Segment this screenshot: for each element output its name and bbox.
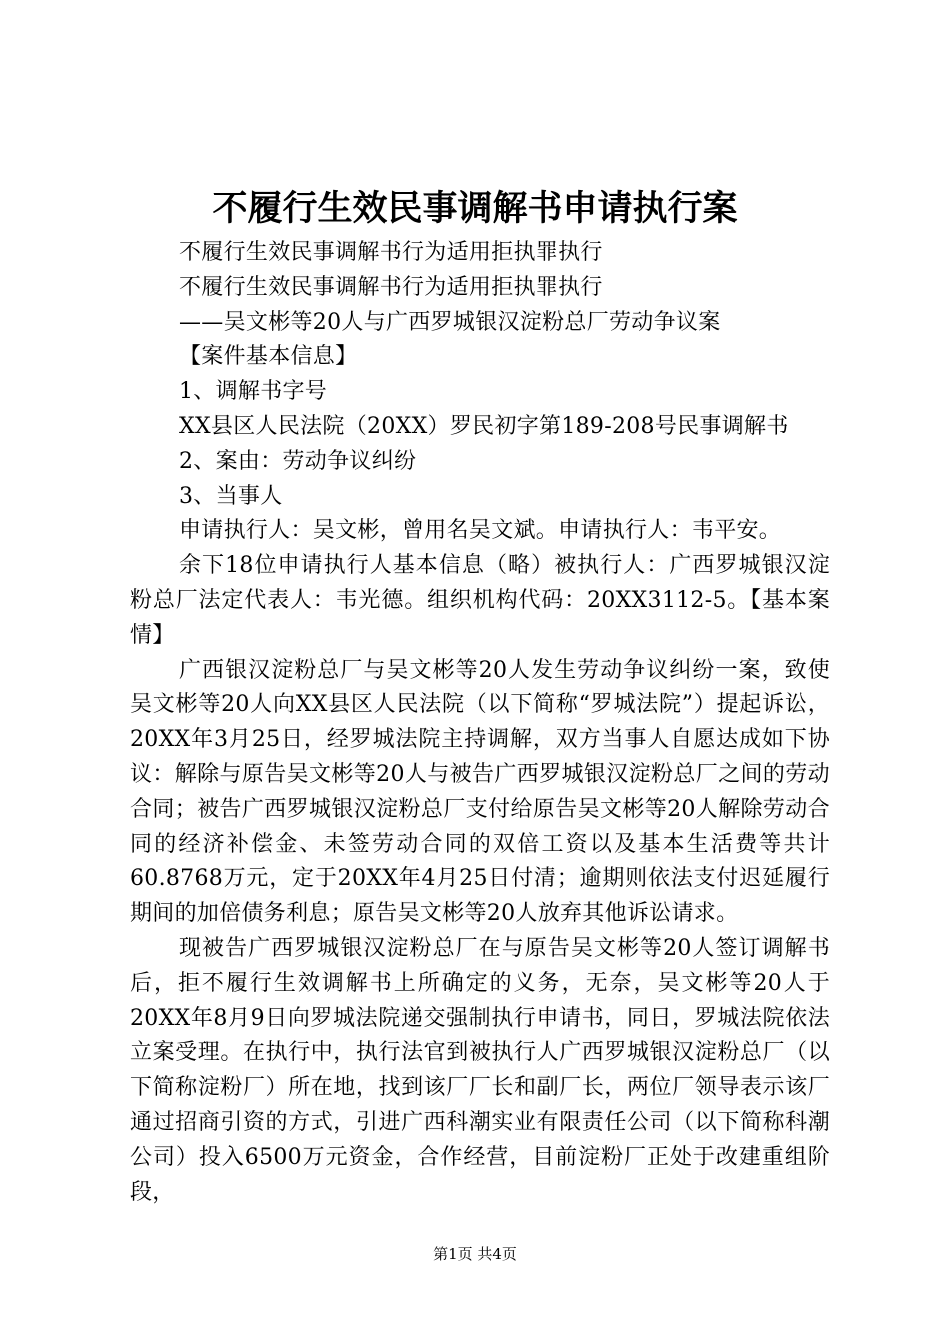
section-heading: 【案件基本信息】 (179, 344, 358, 370)
paragraph: 不履行生效民事调解书行为适用拒执罪执行 (179, 240, 603, 265)
page-footer: 第1页 共4页 (433, 1245, 517, 1263)
paragraph: 不履行生效民事调解书行为适用拒执罪执行 (179, 274, 603, 300)
paragraph: 现被告广西罗城银汉淀粉总厂在与原告吴文彬等20人签订调解书后，拒不履行生效调解书上所确定的义务，无奈，吴文彬等20人于20XX年8月9日向罗城法院递交强制执行申请书，同日，罗城法院依法立案受理。在执行中，执行法官到被执行人广西罗城银汉淀粉总厂（以下简称淀粉厂）所在地，找到该厂厂长和副厂长，两位厂领导表示该厂通过招商引资的方式，引进广西科潮实业有限责任公司（以下简称科潮公司）投入6500万元资金，合作经营，目前淀粉厂正处于改建重组阶段， (130, 935, 830, 1205)
paragraph: 余下18位申请执行人基本信息（略）被执行人：广西罗城银汉淀粉总厂法定代表人：韦光德。组织机构代码：20XX3112-5。【基本案情】 (130, 553, 830, 648)
paragraph: 2、案由：劳动争议纠纷 (179, 448, 417, 474)
paragraph: 1、调解书字号 (179, 379, 328, 405)
document-title: 不履行生效民事调解书申请执行案 (212, 188, 738, 229)
paragraph: XX县区人民法院（20XX）罗民初字第189-208号民事调解书 (179, 413, 789, 439)
paragraph: 申请执行人：吴文彬，曾用名吴文斌。申请执行人：韦平安。 (179, 518, 782, 544)
paragraph: 3、当事人 (179, 483, 283, 509)
paragraph: 广西银汉淀粉总厂与吴文彬等20人发生劳动争议纠纷一案，致使吴文彬等20人向XX县区人民法院（以下简称“罗城法院”）提起诉讼，20XX年3月25日，经罗城法院主持调解，双方当事人自愿达成如下协议：解除与原告吴文彬等20人与被告广西罗城银汉淀粉总厂之间的劳动合同；被告广西罗城银汉淀粉总厂支付给原告吴文彬等20人解除劳动合同的经济补偿金、未签劳动合同的双倍工资以及基本生活费等共计60.8768万元，定于20XX年4月25日付清；逾期则依法支付迟延履行期间的加倍债务利息；原告吴文彬等20人放弃其他诉讼请求。 (130, 657, 830, 927)
paragraph: ——吴文彬等20人与广西罗城银汉淀粉总厂劳动争议案 (179, 309, 721, 335)
document-body (130, 236, 830, 1210)
